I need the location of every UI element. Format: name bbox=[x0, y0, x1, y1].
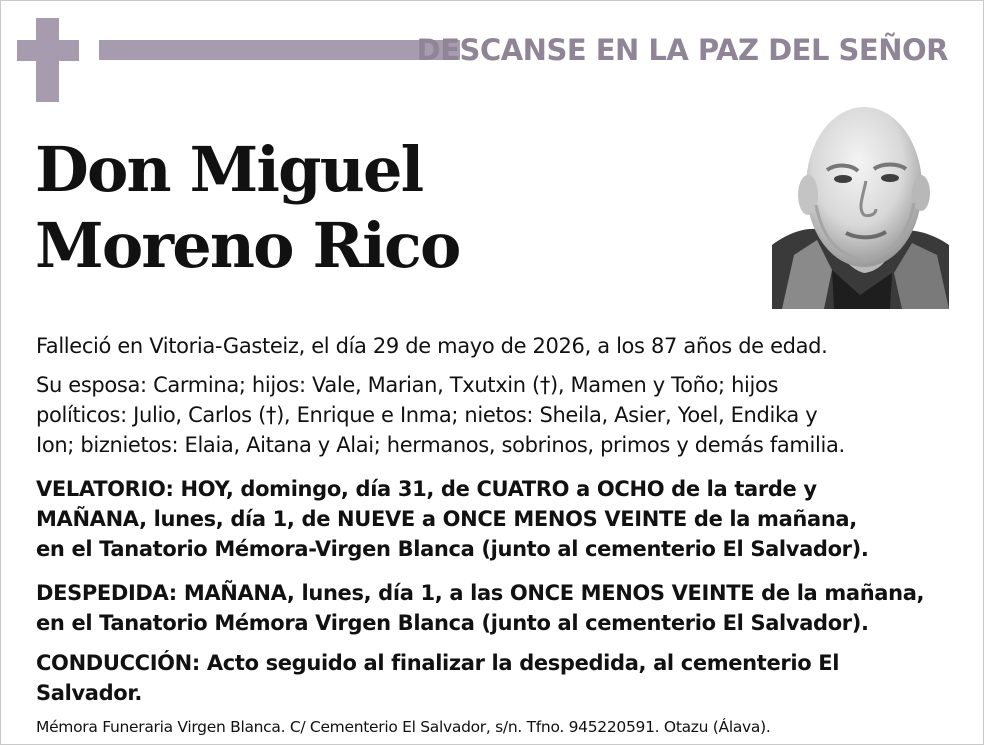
wake-details bbox=[36, 474, 956, 564]
header-rule bbox=[99, 40, 460, 60]
header-title: DESCANSE EN LA PAZ DEL SEÑOR bbox=[416, 33, 948, 67]
death-statement bbox=[36, 331, 956, 361]
family-line: políticos: Julio, Carlos (†), Enrique e Inma; nietos: Sheila, Asier, Yoel, Endika y bbox=[36, 403, 818, 427]
name-line-2: Moreno Rico bbox=[35, 209, 460, 282]
procession-line: CONDUCCIÓN: Acto seguido al finalizar la despedida, al cementerio El bbox=[36, 651, 840, 675]
deceased-name bbox=[35, 132, 460, 284]
wake-line: en el Tanatorio Mémora-Virgen Blanca (junto al cementerio El Salvador). bbox=[36, 537, 869, 561]
procession-line: Salvador. bbox=[36, 681, 143, 705]
family-line: Ion; biznietos: Elaia, Aitana y Alai; hermanos, sobrinos, primos y demás familia. bbox=[36, 433, 845, 457]
farewell-details bbox=[36, 578, 956, 638]
farewell-line: DESPEDIDA: MAÑANA, lunes, día 1, a las ONCE MENOS VEINTE de la mañana, bbox=[36, 581, 925, 605]
cross-icon-arm bbox=[17, 40, 79, 61]
family-list bbox=[36, 370, 956, 460]
death-statement-text: Falleció en Vitoria-Gasteiz, el día 29 de mayo de 2026, a los 87 años de edad. bbox=[36, 334, 828, 358]
wake-line: VELATORIO: HOY, domingo, día 31, de CUATRO a OCHO de la tarde y bbox=[36, 477, 817, 501]
funeral-home-footer: Mémora Funeraria Virgen Blanca. C/ Cementerio El Salvador, s/n. Tfno. 945220591. Otazu (Álava). bbox=[36, 718, 771, 736]
portrait-image bbox=[772, 95, 949, 309]
family-line: Su esposa: Carmina; hijos: Vale, Marian, Txutxin (†), Mamen y Toño; hijos bbox=[36, 373, 779, 397]
name-line-1: Don Miguel bbox=[35, 133, 423, 206]
wake-line: MAÑANA, lunes, día 1, de NUEVE a ONCE MENOS VEINTE de la mañana, bbox=[36, 507, 857, 531]
portrait-photo bbox=[772, 95, 949, 309]
farewell-line: en el Tanatorio Mémora Virgen Blanca (junto al cementerio El Salvador). bbox=[36, 611, 869, 635]
procession-details bbox=[36, 648, 956, 708]
